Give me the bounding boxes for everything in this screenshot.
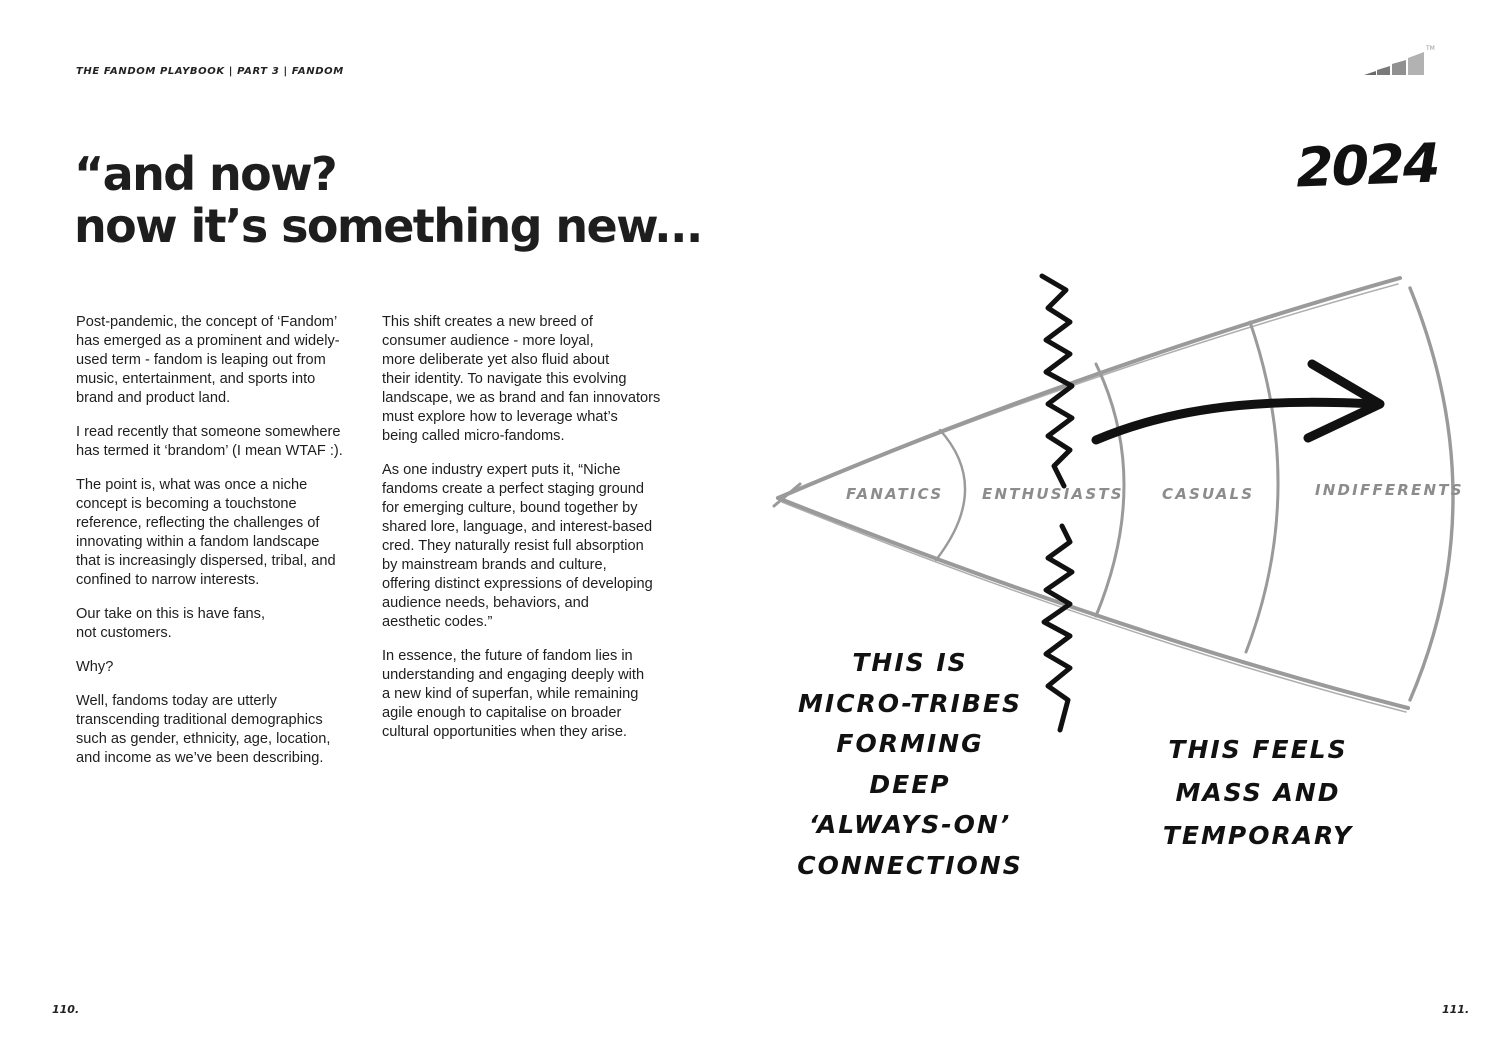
running-head: THE FANDOM PLAYBOOK | PART 3 | FANDOM (76, 66, 344, 77)
trademark-mark: TM (1426, 45, 1435, 52)
paragraph: Post-pandemic, the concept of ‘Fandom’ has emerged as a prominent and widely- used term - fandom is leaping out from music, entertainment, and sports into brand and product land. (76, 314, 340, 406)
note-line: FORMING (836, 729, 984, 758)
note-line: MASS AND (1175, 778, 1341, 807)
headline (74, 148, 702, 252)
cone-top-edge (778, 278, 1400, 498)
segment-label-enthusiasts: ENTHUSIASTS (982, 485, 1124, 503)
paragraph: Our take on this is have fans, not customers. (76, 606, 266, 641)
headline-line-2: now it’s something new... (74, 199, 702, 253)
squiggle-upper (1042, 276, 1072, 486)
paragraph: As one industry expert puts it, “Niche fandoms create a perfect staging ground for emerging culture, bound together by shared lore, language, and interest-based cred. They naturally resist full absorption by mainstream brands and culture, offering distinct expressions of developing audience needs, behaviors, and aesthetic codes.” (382, 462, 653, 630)
signal-bars-logo-icon (1362, 44, 1442, 78)
segment-label-indifferents: INDIFFERENTS (1315, 481, 1464, 499)
note-line: MICRO-TRIBES (798, 688, 1022, 718)
paragraph: This shift creates a new breed of consumer audience - more loyal, more deliberate yet also fluid about their identity. To navigate this evolving landscape, we as brand and fan innovators must explore how to leverage what’s being called micro-fandoms. (382, 314, 661, 444)
body-column-left (76, 313, 366, 783)
page-number-left: 110. (52, 1003, 80, 1016)
paragraph: Why? (76, 659, 114, 675)
segment-label-casuals: CASUALS (1162, 485, 1255, 503)
note-mass-temporary (1140, 728, 1376, 857)
segment-label-fanatics: FANATICS (846, 485, 944, 503)
headline-line-1: “and now? (74, 147, 337, 201)
note-micro-tribes (790, 643, 1030, 886)
note-line: ‘ALWAYS-ON’ (808, 810, 1012, 839)
note-line: TEMPORARY (1162, 821, 1354, 850)
paragraph: In essence, the future of fandom lies in understanding and engaging deeply with a new kind of superfan, while remaining agile enough to capitalise on broader cultural opportunities when they arise. (382, 648, 645, 740)
note-line: DEEP (869, 769, 951, 799)
squiggle-lower (1044, 526, 1072, 730)
body-column-right (382, 313, 682, 757)
page-number-right: 111. (1442, 1003, 1470, 1016)
paragraph: The point is, what was once a niche concept is becoming a touchstone reference, reflecting the challenges of innovating within a fandom landscape that is increasingly dispersed, tribal, and confined to narrow interests. (76, 477, 336, 588)
year-label: 2024 (1294, 131, 1440, 200)
paragraph: I read recently that someone somewhere has termed it ‘brandom’ (I mean WTAF :). (76, 424, 343, 459)
note-line: THIS IS (852, 648, 968, 677)
paragraph: Well, fandoms today are utterly transcending traditional demographics such as gender, ethnicity, age, location, and income as we’ve been describing. (76, 693, 331, 766)
note-line: CONNECTIONS (797, 850, 1023, 880)
note-line: THIS FEELS (1168, 735, 1348, 764)
